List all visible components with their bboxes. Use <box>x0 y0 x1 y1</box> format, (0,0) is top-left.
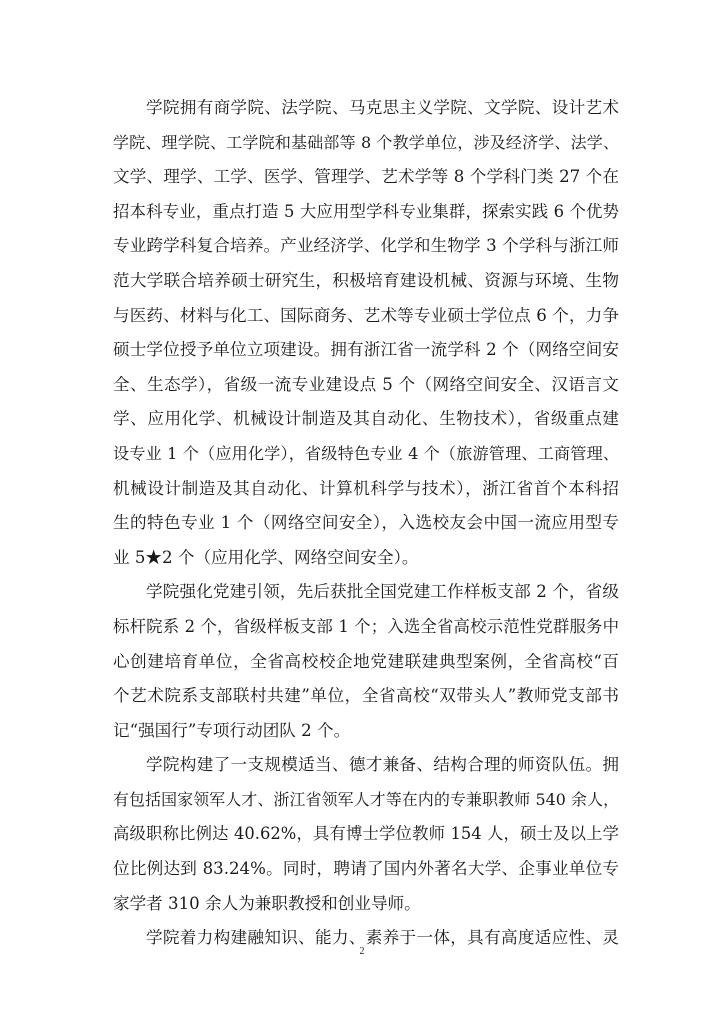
text-line: 有包括国家领军人才、浙江省领军人才等在内的专兼职教师 540 余人， <box>113 789 619 809</box>
text-line: 硕士学位授予单位立项建设。拥有浙江省一流学科 2 个（网络空间安 <box>113 340 619 360</box>
text-line: 学院拥有商学院、法学院、马克思主义学院、文学院、设计艺术 <box>146 98 619 117</box>
text-line: 设专业 1 个（应用化学），省级特色专业 4 个（旅游管理、工商管理、 <box>113 443 619 463</box>
body-text <box>113 91 619 956</box>
text-line: 位比例达到 83.24%。同时，聘请了国内外著名大学、企事业单位专 <box>113 859 619 879</box>
text-line: 高级职称比例达 40.62%，具有博士学位教师 154 人，硕士及以上学 <box>113 824 619 844</box>
text-line: 文学、理学、工学、医学、管理学、艺术学等 8 个学科门类 27 个在 <box>113 167 619 187</box>
text-line: 学院、理学院、工学院和基础部等 8 个教学单位，涉及经济学、法学、 <box>113 132 619 152</box>
text-line: 专业跨学科复合培养。产业经济学、化学和生物学 3 个学科与浙江师 <box>113 236 619 256</box>
text-line: 生的特色专业 1 个（网络空间安全），入选校友会中国一流应用型专 <box>113 513 619 533</box>
paragraph-overview <box>113 91 619 575</box>
text-line: 标杆院系 2 个，省级样板支部 1 个；入选全省高校示范性党群服务中 <box>113 616 619 636</box>
text-line: 学院构建了一支规模适当、德才兼备、结构合理的师资队伍。拥 <box>146 755 619 775</box>
paragraph-party-building <box>113 575 619 748</box>
text-line: 个艺术院系支部联村共建”单位，全省高校“双带头人”教师党支部书 <box>113 686 619 706</box>
text-line: 学、应用化学、机械设计制造及其自动化、生物技术），省级重点建 <box>113 409 619 429</box>
text-line: 学院强化党建引领，先后获批全国党建工作样板支部 2 个，省级 <box>146 582 619 602</box>
text-line: 与医药、材料与化工、国际商务、艺术等专业硕士学位点 6 个，力争 <box>113 305 619 325</box>
paragraph-faculty <box>113 748 619 921</box>
text-line: 范大学联合培养硕士研究生，积极培育建设机械、资源与环境、生物 <box>113 270 619 290</box>
text-line: 机械设计制造及其自动化、计算机科学与技术），浙江省首个本科招 <box>113 478 619 498</box>
text-line: 学院着力构建融知识、能力、素养于一体，具有高度适应性、灵 <box>146 928 619 948</box>
text-line: 业 5★2 个（应用化学、网络空间安全）。 <box>113 547 419 567</box>
text-line: 记“强国行”专项行动团队 2 个。 <box>113 720 351 740</box>
text-line: 全、生态学），省级一流专业建设点 5 个（网络空间安全、汉语言文 <box>113 374 619 394</box>
text-line: 家学者 310 余人为兼职教授和创业导师。 <box>113 893 421 913</box>
text-line: 心创建培育单位，全省高校校企地党建联建典型案例，全省高校“百 <box>113 651 619 671</box>
text-line: 招本科专业，重点打造 5 大应用型学科专业集群，探索实践 6 个优势 <box>113 201 619 221</box>
page-number: 2 <box>359 946 365 957</box>
